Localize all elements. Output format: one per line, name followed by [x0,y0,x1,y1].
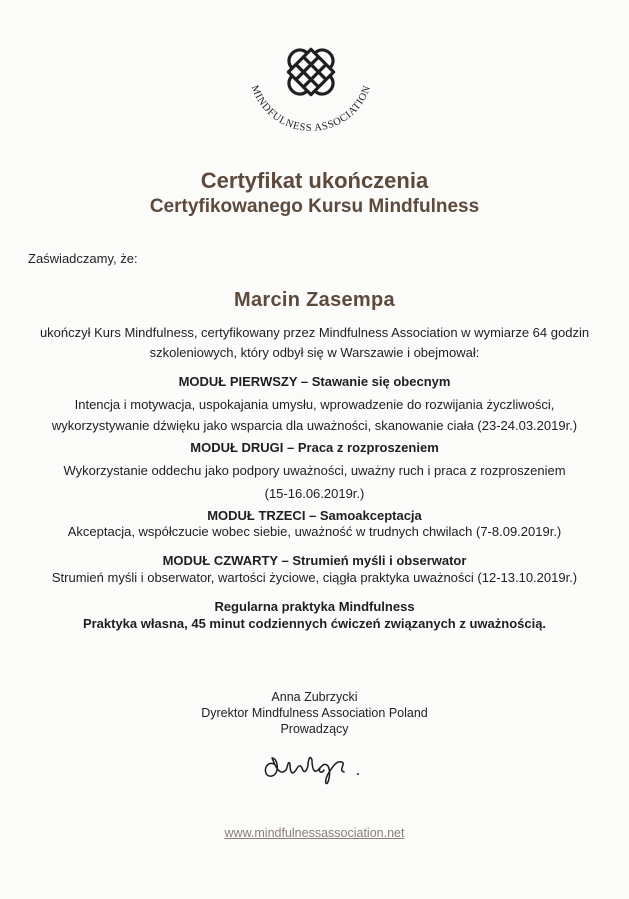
description-line-2: szkoleniowych, który odbył się w Warszawie i obejmował: [149,345,480,360]
signer-role: Dyrektor Mindfulness Association Poland [201,706,428,720]
module-4-title: MODUŁ CZWARTY – Strumień myśli i obserwator [162,553,467,568]
practice-title: Regularna praktyka Mindfulness [214,599,415,614]
signer-function: Prowadzący [280,722,349,736]
module-2-title: MODUŁ DRUGI – Praca z rozproszeniem [190,440,439,455]
module-1-title: MODUŁ PIERWSZY – Stawanie się obecnym [178,374,451,389]
module-3-line-1: Akceptacja, współczucie wobec siebie, uważność w trudnych chwilach (7-8.09.2019r.) [67,524,562,539]
module-3-title: MODUŁ TRZECI – Samoakceptacja [207,508,422,523]
module-2-line-1: Wykorzystanie oddechu jako podpory uważności, uważny ruch i praca z rozproszeniem [63,463,566,478]
signer-name: Anna Zubrzycki [271,690,358,704]
certificate-subtitle: Certyfikowanego Kursu Mindfulness [149,196,480,217]
mindfulness-association-logo [236,28,386,140]
svg-text:MINDFULNESS ASSOCIATION [249,84,374,134]
description-line-1: ukończył Kurs Mindfulness, certyfikowany przez Mindfulness Association w wymiarze 64 godzin [39,325,590,340]
recipient-name: Marcin Zasempa [234,289,395,311]
signature [258,742,368,790]
endless-knot-icon [274,35,349,110]
module-4-line-1: Strumień myśli i obserwator, wartości życiowe, ciągła praktyka uważności (12-13.10.2019r.) [51,570,578,585]
certificate-title: Certyfikat ukończenia [200,168,429,193]
module-1-line-2: wykorzystywanie dźwięku jako wsparcia dla uważności, skanowanie ciała (23-24.03.2019r.) [51,418,578,433]
intro-text: Zaświadczamy, że: [28,251,138,266]
website-link[interactable]: www.mindfulnessassociation.net [224,826,405,840]
logo-text: MINDFULNESS ASSOCIATION [248,83,374,134]
module-1-line-1: Intencja i motywacja, uspokajania umysłu, wprowadzenie do rozwijania życzliwości, [74,397,555,412]
practice-text: Praktyka własna, 45 minut codziennych ćwiczeń związanych z uważnością. [82,616,547,631]
module-2-line-2: (15-16.06.2019r.) [264,486,365,501]
